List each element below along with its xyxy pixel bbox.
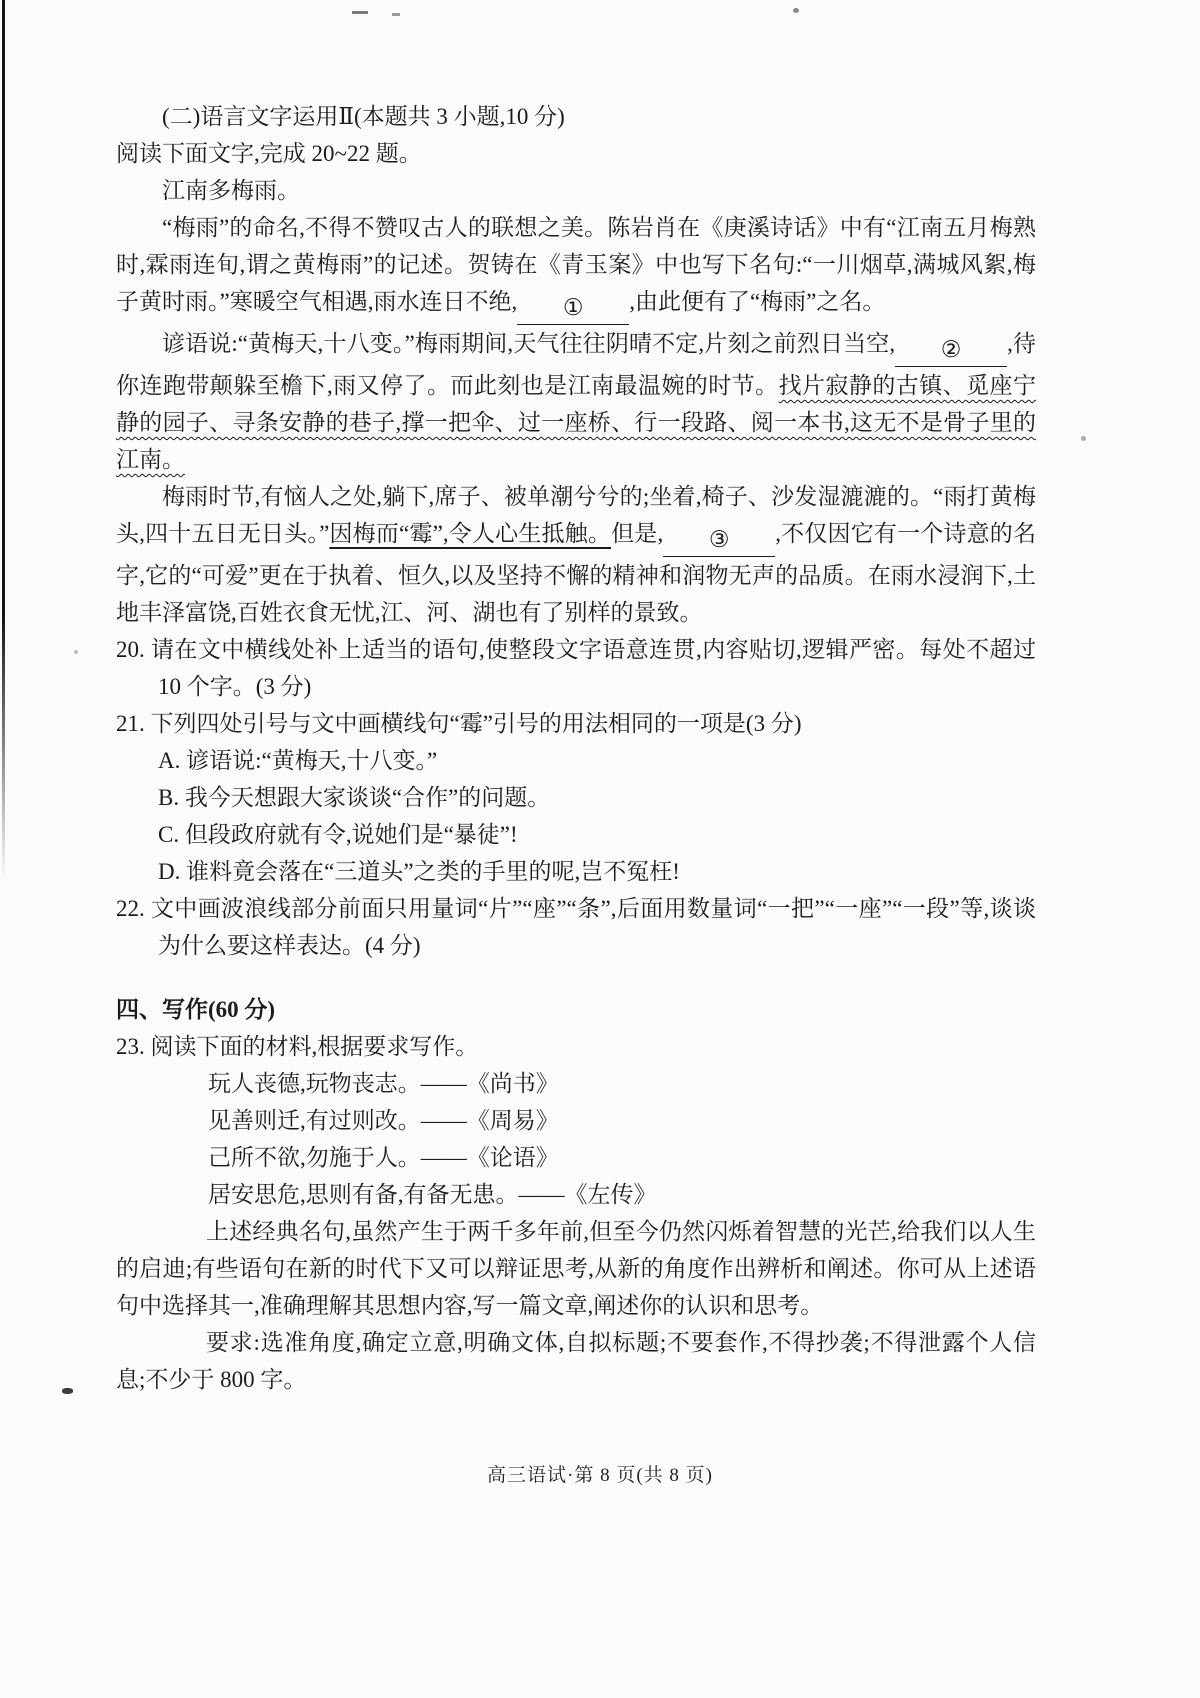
question-21-option-d: D. 谁料竟会落在“三道头”之类的手里的呢,岂不冤枉! [158,859,680,884]
scan-artifact [392,13,400,16]
question-23 [116,1028,1036,1065]
question-21-option-b: B. 我今天想跟大家谈谈“合作”的问题。 [158,785,551,810]
scan-artifact [793,8,799,13]
passage-paragraph-2 [116,209,1036,325]
page-content [116,98,1036,1398]
fill-blank-3: ③ [663,523,775,557]
scan-artifact [1081,436,1086,441]
passage-paragraph-3 [116,325,1036,478]
material-quote-lunyu: 己所不欲,勿施于人。——《论语》 [208,1145,559,1170]
writing-requirements-paragraph: 要求:选准角度,确定立意,明确文体,自拟标题;不要套作,不得抄袭;不得泄露个人信息;不少于 800 字。 [116,1330,1036,1392]
question-number: 20. [116,637,145,662]
question-number: 22. [116,896,145,921]
wavy-underlined-text: 找片寂静的古镇、觅座宁静的园子、寻条安静的巷子,撑一把伞、过一座桥、行一段路、阅一本书,这无不是骨子里的江南。 [116,373,1037,472]
fill-blank-1: ① [517,291,629,325]
page-footer: 高三语试·第 8 页(共 8 页) [487,1465,713,1486]
section-ii-heading: (二)语言文字运用Ⅱ(本题共 3 小题,10 分) [162,104,565,129]
passage-paragraph-4 [116,478,1036,631]
material-quote-shangshu: 玩人丧德,玩物丧志。——《尚书》 [208,1071,559,1096]
question-22 [116,890,1036,964]
passage-text: 谚语说:“黄梅天,十八变。”梅雨期间,天气往往阴晴不定,片刻之前烈日当空, [162,331,896,356]
passage-text: 但是, [611,521,664,546]
scan-artifact [352,11,368,14]
passage-text: ,由此便有了“梅雨”之名。 [629,289,886,314]
passage-text: “梅雨”的命名,不得不赞叹古人的联想之美。陈岩肖在《庚溪诗话》中有“江南五月梅熟时,霖雨连旬,谓之黄梅雨”的记述。贺铸在《青玉案》中也写下名句:“一川烟草,满城风絮,梅子黄时雨。”寒暖空气相遇,雨水连日不绝, [116,215,1036,314]
question-text: 下列四处引号与文中画横线句“霉”引号的用法相同的一项是(3 分) [150,711,802,736]
question-number: 23. [116,1034,145,1059]
question-text: 请在文中横线处补上适当的语句,使整段文字语意连贯,内容贴切,逻辑严密。每处不超过 10 个字。(3 分) [150,637,1037,699]
fill-blank-2: ② [895,333,1007,367]
question-20 [116,631,1036,705]
scan-artifact [74,650,78,654]
passage-text: 梅雨时节,有恼人之处,躺下,席子、被单潮兮兮的;坐着,椅子、沙发湿漉漉的。“雨打黄梅头,四十五日无日头。” [116,484,1036,546]
straight-underlined-text: 因梅而“霉”,令人心生抵触。 [329,521,612,546]
section-iv-heading: 四、写作(60 分) [116,997,276,1022]
passage-text: ,不仅因它有一个诗意的名字,它的“可爱”更在于执着、恒久,以及坚持不懈的精神和润物无声的品质。在雨水浸润下,土地丰泽富饶,百姓衣食无忧,江、河、湖也有了别样的景致。 [116,521,1036,625]
scan-edge-line [2,0,5,880]
material-quote-zhouyi: 见善则迁,有过则改。——《周易》 [208,1108,559,1133]
question-text: 文中画波浪线部分前面只用量词“片”“座”“条”,后面用数量词“一把”“一座”“一段”等,谈谈为什么要这样表达。(4 分) [150,896,1036,958]
passage-text: ,待你连跑带颠躲至檐下,雨又停了。而此刻也是江南最温婉的时节。 [116,331,1036,398]
reading-instruction: 阅读下面文字,完成 20~22 题。 [116,141,422,166]
question-21-option-a: A. 谚语说:“黄梅天,十八变。” [158,748,438,773]
passage-paragraph-1: 江南多梅雨。 [162,178,300,203]
question-21 [116,705,1036,742]
question-number: 21. [116,711,145,736]
writing-prompt-paragraph: 上述经典名句,虽然产生于两千多年前,但至今仍然闪烁着智慧的光芒,给我们以人生的启迪;有些语句在新的时代下又可以辩证思考,从新的角度作出辨析和阐述。你可从上述语句中选择其一,准确理解其思想内容,写一篇文章,阐述你的认识和思考。 [116,1219,1036,1318]
material-quote-zuozhuan: 居安思危,思则有备,有备无患。——《左传》 [208,1182,657,1207]
question-text: 阅读下面的材料,根据要求写作。 [150,1034,479,1059]
question-21-option-c: C. 但段政府就有令,说她们是“暴徒”! [158,822,518,847]
scan-artifact [62,1388,73,1394]
